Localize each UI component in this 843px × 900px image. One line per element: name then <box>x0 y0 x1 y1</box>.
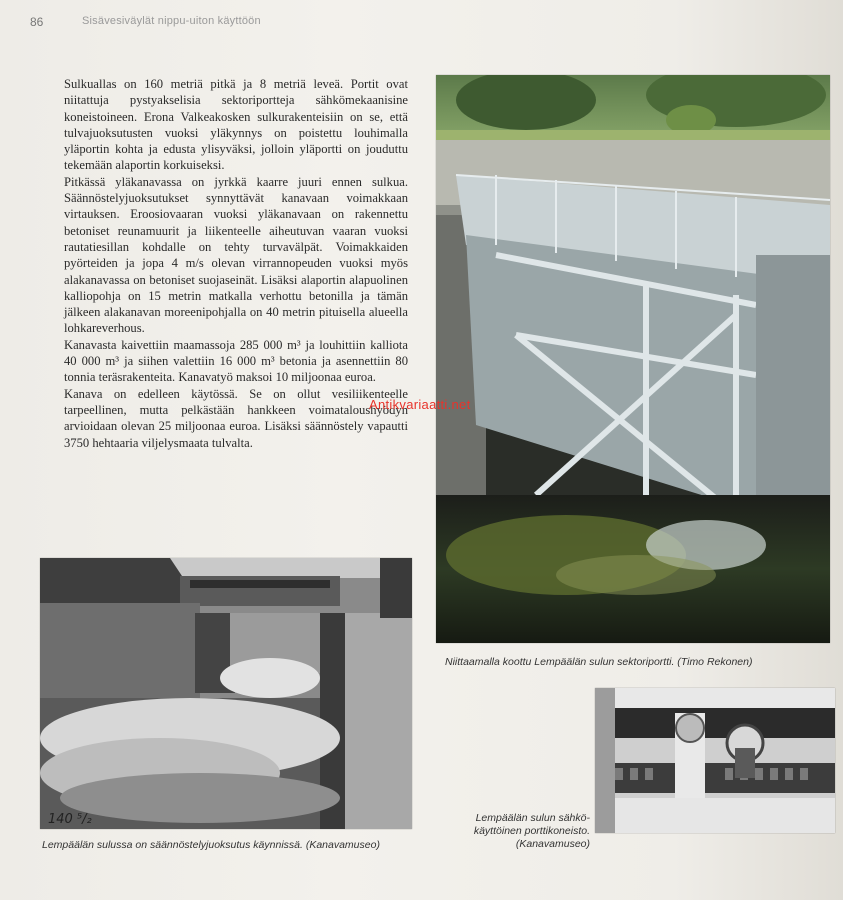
caption-line: Lempäälän sulun sähkö- <box>475 812 590 824</box>
paragraph: Sulkuallas on 160 metriä pitkä ja 8 metriä leveä. Portit ovat niitattuja pystyakselisia sektoriportteja sähkömekaanisine koneistoineen. Erona Valkeakosken sulkurakenteisiin on se, että tulvajuoksutusten vuoksi yläkynnys on poistettu louhimalla yläportin kohta ja edusta ylisyväksi, jolloin yläportti on jouduttu tekemään alaportin korkuiseksi. <box>64 77 408 173</box>
gate-machinery-photo <box>595 688 835 833</box>
running-title: Sisävesiväylät nippu-uiton käyttöön <box>82 15 261 27</box>
gate-machinery-caption <box>468 812 590 851</box>
caption-line: (Kanavamuseo) <box>515 838 590 850</box>
watermark-text: Antikvariaatti.net <box>369 397 471 412</box>
paragraph: Kanava on edelleen käytössä. Se on ollut vesiliikenteelle tarpeellinen, mutta pelkästään hankkeen voimataloushyödyn arvioidaan olevan 25 miljoonaa euroa. Lisäksi säännöstely vapautti 3750 hehtaaria viljelysmaata tulvalta. <box>64 386 408 450</box>
sector-gate-photo <box>436 75 830 643</box>
lock-flow-photo <box>40 558 412 829</box>
body-text <box>64 76 408 451</box>
paragraph: Kanavasta kaivettiin maamassoja 285 000 m³ ja louhittiin kalliota 40 000 m³ ja siihen valettiin 16 000 m³ betonia ja asennettiin 80 tonnia teräsrakenteita. Kanavatyö maksoi 10 miljoonaa euroa. <box>64 337 408 385</box>
caption-line: käyttöinen porttikoneisto. <box>473 825 590 837</box>
sector-gate-caption: Niittaamalla koottu Lempäälän sulun sektoriportti. (Timo Rekonen) <box>445 656 753 668</box>
handwritten-mark: 140 ⁵/₂ <box>48 812 92 827</box>
page-number: 86 <box>30 15 44 29</box>
lock-flow-caption: Lempäälän sulussa on säännöstelyjuoksutus käynnissä. (Kanavamuseo) <box>42 839 380 851</box>
paragraph: Pitkässä yläkanavassa on jyrkkä kaarre juuri ennen sulkua. Säännöstelyjuoksutukset synnyttävät kanavaan voimakkaan virtauksen. Eroosiovaaran vuoksi yläkanavaan on rakennettu betoniset reunamuurit ja liikenteelle aiheutuvan vaaran vuoksi rautatiesillan kohdalle on tehty turvavälpät. Voimakkaiden pyörteiden ja jopa 4 m/s olevan virrannopeuden vuoksi myös alakanavassa on betoniset suojaseinät. Lisäksi alaportin alapuolinen kalliopohja on 15 metrin matkalla verhottu betonilla ja tämän jälkeen alakanavan moreenipohjalla on 40 metrin pituisella alueella lohkareverhous. <box>64 174 408 336</box>
